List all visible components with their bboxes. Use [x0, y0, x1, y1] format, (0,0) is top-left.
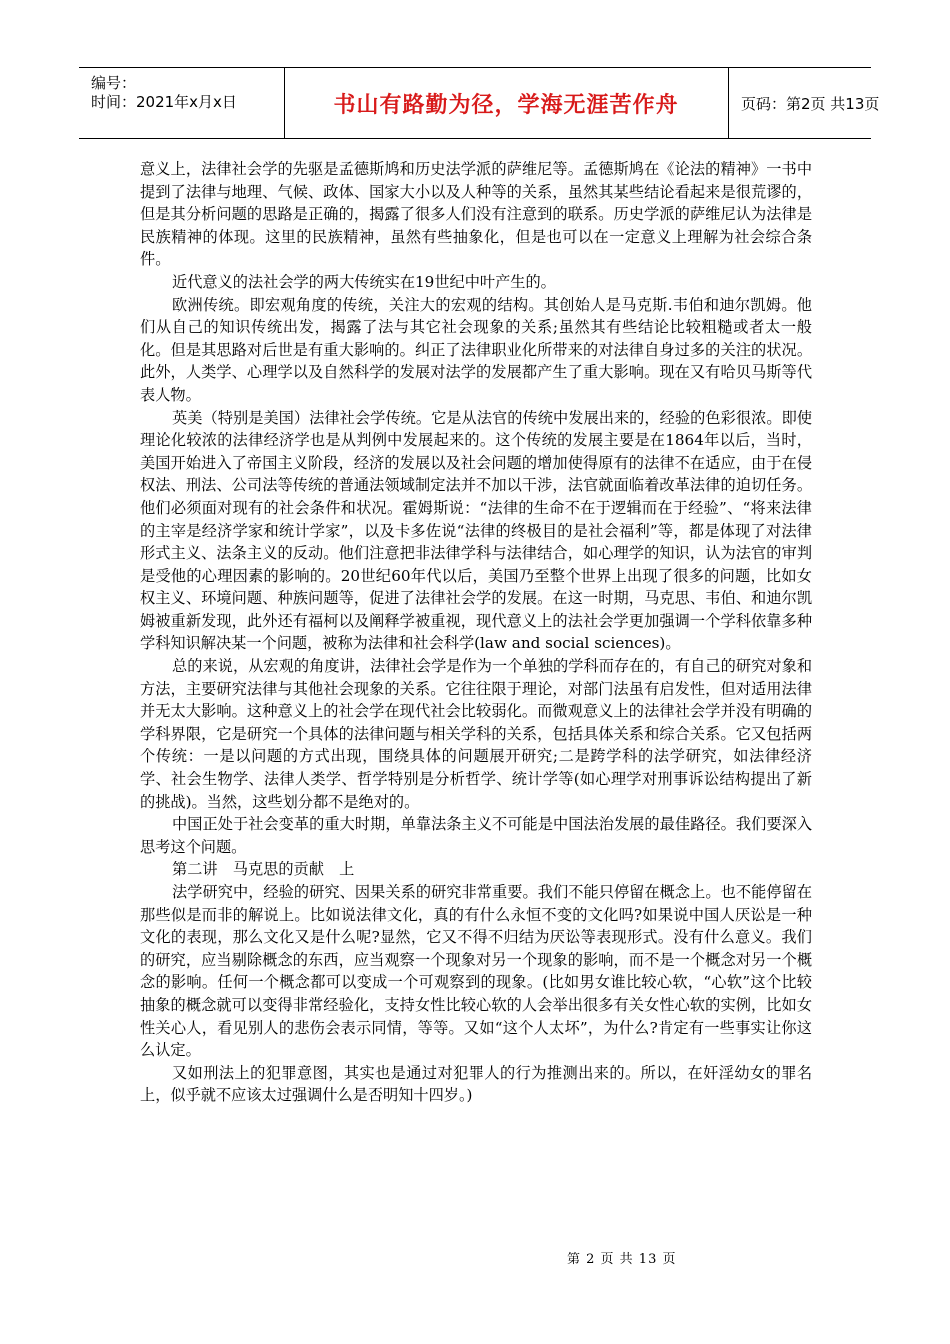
paragraph: 总的来说，从宏观的角度讲，法律社会学是作为一个单独的学科而存在的，有自己的研究对象和方法，主要研究法律与其他社会现象的关系。它往往限于理论，对部门法虽有启发性，但对适用法律并无太大影响。这种意义上的社会学在现代社会比较弱化。而微观意义上的法律社会学并没有明确的学科界限，它是研究一个具体的法律问题与相关学科的关系，包括具体关系和综合关系。它又包括两个传统：一是以问题的方式出现，围绕具体的问题展开研究;二是跨学科的法学研究，如法律经济学、社会生物学、法律人类学、哲学特别是分析哲学、统计学等(如心理学对刑事诉讼结构提出了新的挑战)。当然，这些划分都不是绝对的。 — [140, 657, 812, 811]
header-motto-cell — [284, 68, 729, 138]
section-heading: 第二讲 马克思的贡献 上 — [172, 860, 355, 879]
header-page-cell — [729, 68, 880, 138]
paragraph: 欧洲传统。即宏观角度的传统，关注大的宏观的结构。其创始人是马克斯.韦伯和迪尔凯姆。他们从自己的知识传统出发，揭露了法与其它社会现象的关系;虽然其有些结论比较粗糙或者太一般化。但是其思路对后世是有重大影响的。纠正了法律职业化所带来的对法律自身过多的关注的状况。此外，人类学、心理学以及自然科学的发展对法学的发展都产生了重大影响。现在又有哈贝马斯等代表人物。 — [140, 295, 812, 404]
paragraph: 意义上，法律社会学的先驱是孟德斯鸠和历史法学派的萨维尼等。孟德斯鸠在《论法的精神》一书中提到了法律与地理、气候、政体、国家大小以及人种等的关系，虽然其某些结论看起来是很荒谬的，但是其分析问题的思路是正确的，揭露了很多人们没有注意到的联系。历史学派的萨维尼认为法律是民族精神的体现。这里的民族精神，虽然有些抽象化，但是也可以在一定意义上理解为社会综合条件。 — [140, 160, 812, 269]
document-body — [140, 158, 812, 1107]
paragraph: 中国正处于社会变革的重大时期，单靠法条主义不可能是中国法治发展的最佳路径。我们要深入思考这个问题。 — [140, 815, 812, 856]
paragraph: 英美（特别是美国）法律社会学传统。它是从法官的传统中发展出来的，经验的色彩很浓。即使理论化较浓的法律经济学也是从判例中发展起来的。这个传统的发展主要是在1864年以后，当时，美国开始进入了帝国主义阶段，经济的发展以及社会问题的增加使得原有的法律不在适应，由于在侵权法、刑法、公司法等传统的普通法领域制定法并不加以干涉，法官就面临着改革法律的迫切任务。他们必须面对现有的社会条件和状况。霍姆斯说：“法律的生命不在于逻辑而在于经验”、“将来法律的主宰是经济学家和统计学家”，以及卡多佐说“法律的终极目的是社会福利”等，都是体现了对法律形式主义、法条主义的反动。他们注意把非法律学科与法律结合，如心理学的知识，认为法官的审判是受他的心理因素的影响的。20世纪60年代以后，美国乃至整个世界上出现了很多的问题，比如女权主义、环境问题、种族问题等，促进了法律社会学的发展。在这一时期，马克思、韦伯、和迪尔凯姆被重新发现，此外还有福柯以及阐释学被重视，现代意义上的法社会学更加强调一个学科依靠多种学科知识解决某一个问题，被称为法律和社会科学(law and social sciences)。 — [140, 408, 812, 653]
paragraph: 法学研究中，经验的研究、因果关系的研究非常重要。我们不能只停留在概念上。也不能停留在那些似是而非的解说上。比如说法律文化，真的有什么永恒不变的文化吗?如果说中国人厌讼是一种文化的表现，那么文化又是什么呢?显然，它又不得不归结为厌讼等表现形式。没有什么意义。我们的研究，应当剔除概念的东西，应当观察一个现象对另一个现象的影响，而不是一个概念对另一个概念的影响。任何一个概念都可以变成一个可观察到的现象。(比如男女谁比较心软，“心软”这个比较抽象的概念就可以变得非常经验化，支持女性比较心软的人会举出很多有关女性心软的实例，比如女性关心人，看见别人的悲伤会表示同情，等等。又如“这个人太坏”，为什么?肯定有一些事实让你这么认定。 — [140, 883, 812, 1060]
header-page-code: 页码：第2页 共13页 — [741, 95, 880, 113]
document-time-label: 时间：2021年x月x日 — [91, 93, 237, 111]
page-footer: 第 2 页 共 13 页 — [567, 1252, 677, 1267]
document-number-label: 编号： — [91, 74, 137, 92]
header-motto: 书山有路勤为径，学海无涯苦作舟 — [333, 93, 679, 118]
page-header — [79, 67, 880, 139]
header-meta-cell — [79, 68, 285, 138]
paragraph: 又如刑法上的犯罪意图，其实也是通过对犯罪人的行为推测出来的。所以，在奸淫幼女的罪名上，似乎就不应该太过强调什么是否明知十四岁。) — [140, 1063, 812, 1105]
paragraph: 近代意义的法社会学的两大传统实在19世纪中叶产生的。 — [172, 272, 556, 291]
